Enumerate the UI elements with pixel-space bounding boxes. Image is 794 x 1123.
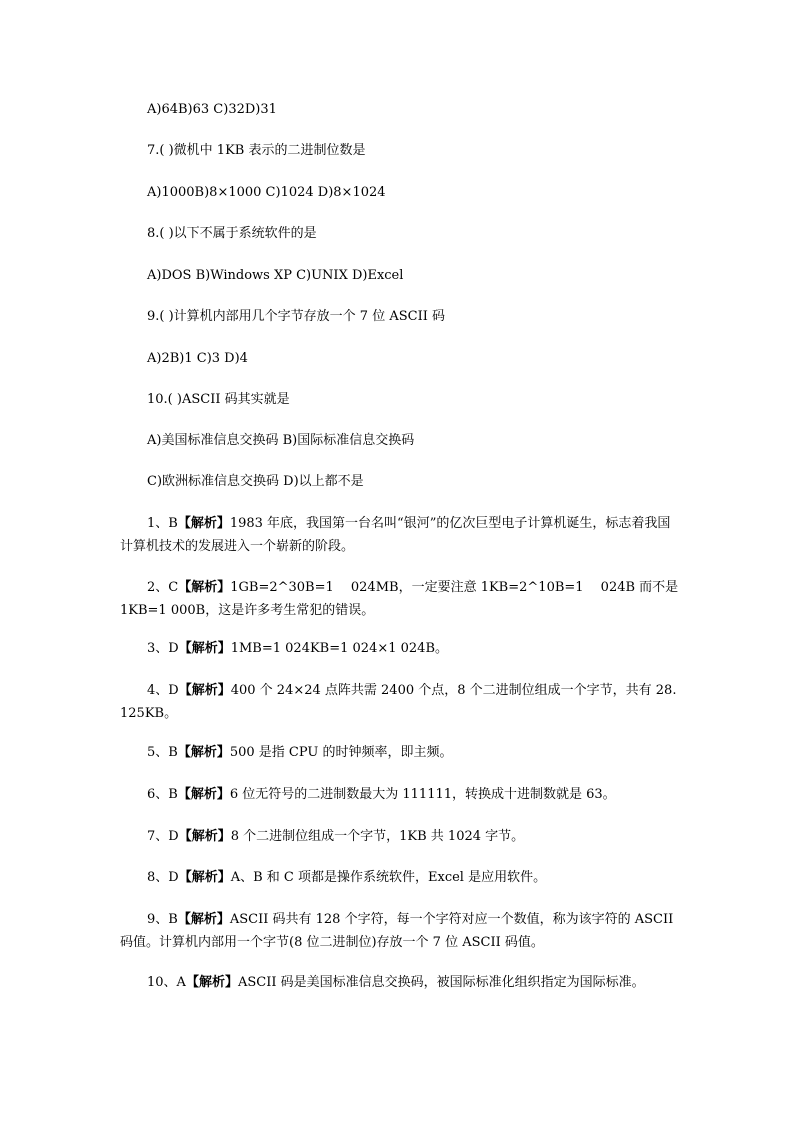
q7-stem: 7.( )微机中 1KB 表示的二进制位数是 [147,143,366,158]
answer-9 [120,908,680,954]
answer-9-tag: 【解析】 [177,912,230,927]
answer-6-tag: 【解析】 [177,787,230,802]
q10-options-a-b: A)美国标准信息交换码 B)国际标准信息交换码 [147,433,415,448]
answer-9-text: ASCII 码共有 128 个字符，每一个字符对应一个数值，称为该字符的 ASCII 码值。计算机内部用一个字节(8 位二进制位)存放一个 7 位 ASCII 码值。 [120,912,674,950]
answer-5-tag: 【解析】 [177,745,230,760]
answer-10-tag: 【解析】 [185,975,238,990]
q9-options: A)2B)1 C)3 D)4 [147,351,248,366]
answer-8-tag: 【解析】 [178,870,231,885]
answer-4-tag: 【解析】 [178,683,231,698]
answer-10 [120,971,680,994]
answer-7-tag: 【解析】 [178,829,231,844]
answer-4-text: 400 个 24×24 点阵共需 2400 个点，8 个二进制位组成一个字节，共有 28.125KB。 [120,683,677,721]
q8-stem: 8.( )以下不属于系统软件的是 [147,226,317,241]
answer-6 [120,783,680,806]
answer-2 [120,576,680,622]
answer-8-prefix: 8、D [147,870,179,885]
q7-options: A)1000B)8×1000 C)1024 D)8×1024 [147,185,386,200]
answer-4-prefix: 4、D [147,683,179,698]
answer-6-prefix: 6、B [147,787,178,802]
answer-7-text: 8 个二进制位组成一个字节，1KB 共 1024 字节。 [230,829,525,844]
answer-4 [120,679,680,725]
answer-3-tag: 【解析】 [178,641,231,656]
answer-7 [120,825,680,848]
answer-9-prefix: 9、B [147,912,178,927]
answer-1-prefix: 1、B [147,516,178,531]
answer-3 [120,637,680,660]
q10-options-c-d: C)欧洲标准信息交换码 D)以上都不是 [147,474,364,489]
q8-options: A)DOS B)Windows XP C)UNIX D)Excel [147,268,404,283]
answer-1-tag: 【解析】 [177,516,230,531]
q6-options: A)64B)63 C)32D)31 [147,102,277,117]
answer-2-prefix: 2、C [147,580,179,595]
answer-7-prefix: 7、D [147,829,179,844]
answer-6-text: 6 位无符号的二进制数最大为 111111，转换成十进制数就是 63。 [229,787,616,802]
answer-10-prefix: 10、A [147,975,186,990]
answer-8-text: A、B 和 C 项都是操作系统软件，Excel 是应用软件。 [230,870,547,885]
answer-2-tag: 【解析】 [178,580,231,595]
answer-1 [120,512,680,558]
answer-1-text: 1983 年底，我国第一台名叫“银河”的亿次巨型电子计算机诞生，标志着我国计算机技术的发展进入一个崭新的阶段。 [120,516,671,554]
q9-stem: 9.( )计算机内部用几个字节存放一个 7 位 ASCII 码 [147,309,445,324]
answer-3-prefix: 3、D [147,641,179,656]
q10-stem: 10.( )ASCII 码其实就是 [147,392,290,407]
answer-8 [120,866,680,889]
answer-5 [120,741,680,764]
answer-5-text: 500 是指 CPU 的时钟频率，即主频。 [229,745,453,760]
answer-3-text: 1MB=1 024KB=1 024×1 024B。 [230,641,448,656]
answer-10-text: ASCII 码是美国标准信息交换码，被国际标准化组织指定为国际标准。 [237,975,645,990]
answer-5-prefix: 5、B [147,745,178,760]
answer-2-text: 1GB=2^30B=1 024MB，一定要注意 1KB=2^10B=1 024B 而不是 1KB=1 000B，这是许多考生常犯的错误。 [120,580,679,618]
